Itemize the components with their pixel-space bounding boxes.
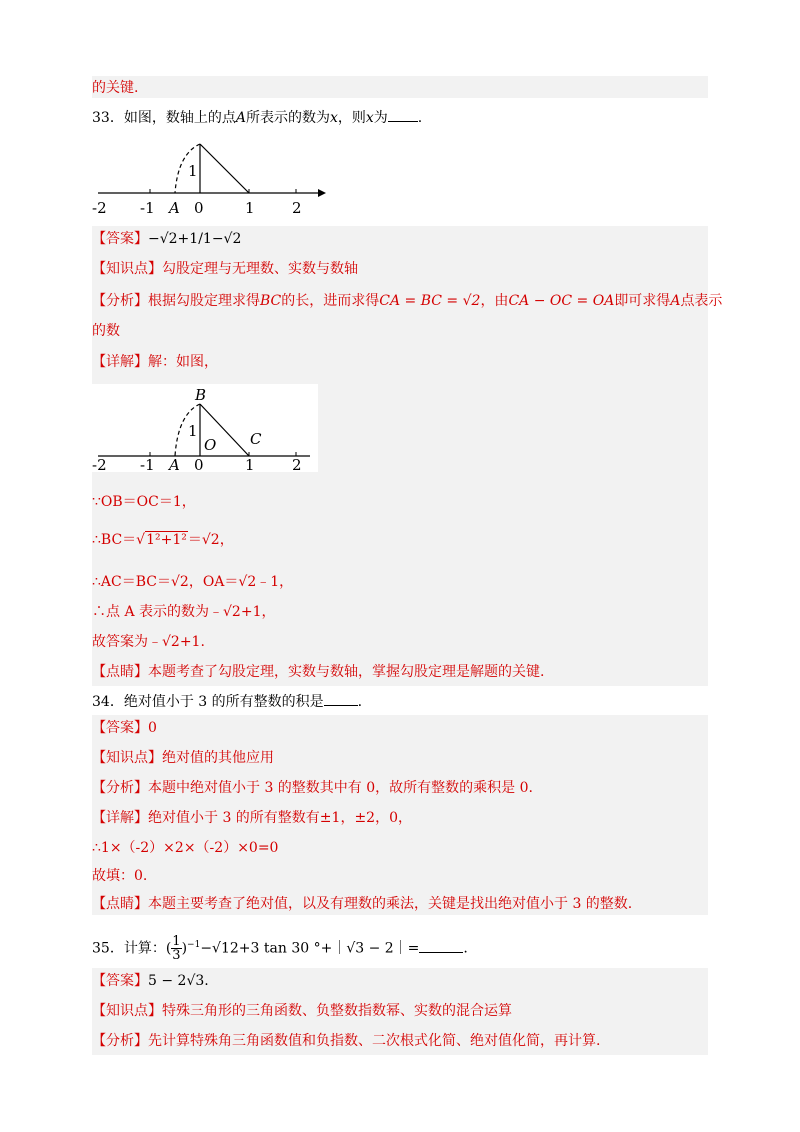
fig2-label-0: 0 bbox=[194, 456, 204, 472]
q33-analysis: 【分析】根据勾股定理求得BC的长，进而求得CA = BC = √2，由CA − OC = OA即可求得A点表示 bbox=[92, 293, 723, 309]
fig2-label-O: O bbox=[204, 436, 217, 454]
fig2-label-neg2: -2 bbox=[92, 456, 107, 472]
q34-analysis: 【分析】本题中绝对值小于 3 的整数其中有 0，故所有整数的乘积是 0. bbox=[92, 780, 533, 796]
fig2-label-1: 1 bbox=[245, 456, 255, 472]
answer-band-top bbox=[92, 76, 708, 98]
q33-answer: 【答案】−√2+1/1−√2 bbox=[92, 231, 242, 247]
fig2-label-2: 2 bbox=[292, 456, 302, 472]
fig2-label-C: C bbox=[250, 430, 262, 448]
fig1-label-neg2: -2 bbox=[92, 199, 107, 217]
q34-comment: 【点睛】本题主要考查了绝对值，以及有理数的乘法，关键是找出绝对值小于 3 的整数. bbox=[92, 896, 633, 912]
q35-analysis: 【分析】先计算特殊角三角函数值和负指数、二次根式化简、绝对值化简，再计算. bbox=[92, 1033, 601, 1049]
q33-stem: 33．如图，数轴上的点A所表示的数为x，则x为 . bbox=[92, 110, 423, 126]
q33-knowledge: 【知识点】勾股定理与无理数、实数与数轴 bbox=[92, 261, 358, 277]
fig2-label-neg1: -1 bbox=[140, 456, 155, 472]
fig1-label-A: A bbox=[169, 199, 180, 217]
q33-step2: ∴BC＝√1²+1²＝√2， bbox=[92, 532, 234, 548]
q35-stem: 35．计算：( $\frac{1}{3}$ )$^{-1}$−√12+3 tan 30 °+｜√3 − 2｜= . bbox=[92, 934, 468, 964]
q35-answer: 【答案】5 − 2√3. bbox=[92, 973, 209, 989]
q33-step5: 故答案为﹣√2+1. bbox=[92, 634, 205, 650]
fig1-label-2: 2 bbox=[292, 199, 302, 217]
q34-answer: 【答案】0 bbox=[92, 720, 157, 736]
q33-detail-figure bbox=[92, 384, 318, 472]
q35-fraction: $\frac{1}{3}$ bbox=[172, 934, 181, 964]
q34-detail: 【详解】绝对值小于 3 的所有整数有±1，±2，0， bbox=[92, 810, 412, 826]
q33-detail: 【详解】解：如图， bbox=[92, 354, 218, 370]
prev-comment-tail: 的关键. bbox=[92, 80, 139, 96]
fig1-height-label: 1 bbox=[188, 162, 198, 180]
q33-number-line-figure bbox=[92, 136, 328, 218]
q34-knowledge: 【知识点】绝对值的其他应用 bbox=[92, 750, 274, 766]
fig1-label-neg1: -1 bbox=[140, 199, 155, 217]
fig2-height-label: 1 bbox=[188, 422, 198, 440]
q34-step1: ∴1×（-2）×2×（-2）×0=0 bbox=[92, 840, 279, 856]
fig1-label-0: 0 bbox=[194, 199, 204, 217]
q33-step3: ∴AC＝BC＝√2，OA＝√2﹣1， bbox=[92, 574, 294, 590]
fig1-label-1: 1 bbox=[245, 199, 255, 217]
q33-comment: 【点睛】本题考查了勾股定理，实数与数轴，掌握勾股定理是解题的关键. bbox=[92, 664, 545, 680]
q34-stem: 34．绝对值小于 3 的所有整数的积是 . bbox=[92, 694, 363, 710]
fig2-label-A: A bbox=[169, 456, 180, 472]
q34-step2: 故填：0. bbox=[92, 868, 148, 884]
q33-step4: ∴点 A 表示的数为﹣√2+1， bbox=[92, 604, 276, 620]
q33-analysis-cont: 的数 bbox=[92, 323, 120, 339]
q35-knowledge: 【知识点】特殊三角形的三角函数、负整数指数幂、实数的混合运算 bbox=[92, 1003, 512, 1019]
fig2-label-B: B bbox=[195, 386, 207, 404]
q33-step1: ∵OB＝OC＝1， bbox=[92, 494, 196, 510]
